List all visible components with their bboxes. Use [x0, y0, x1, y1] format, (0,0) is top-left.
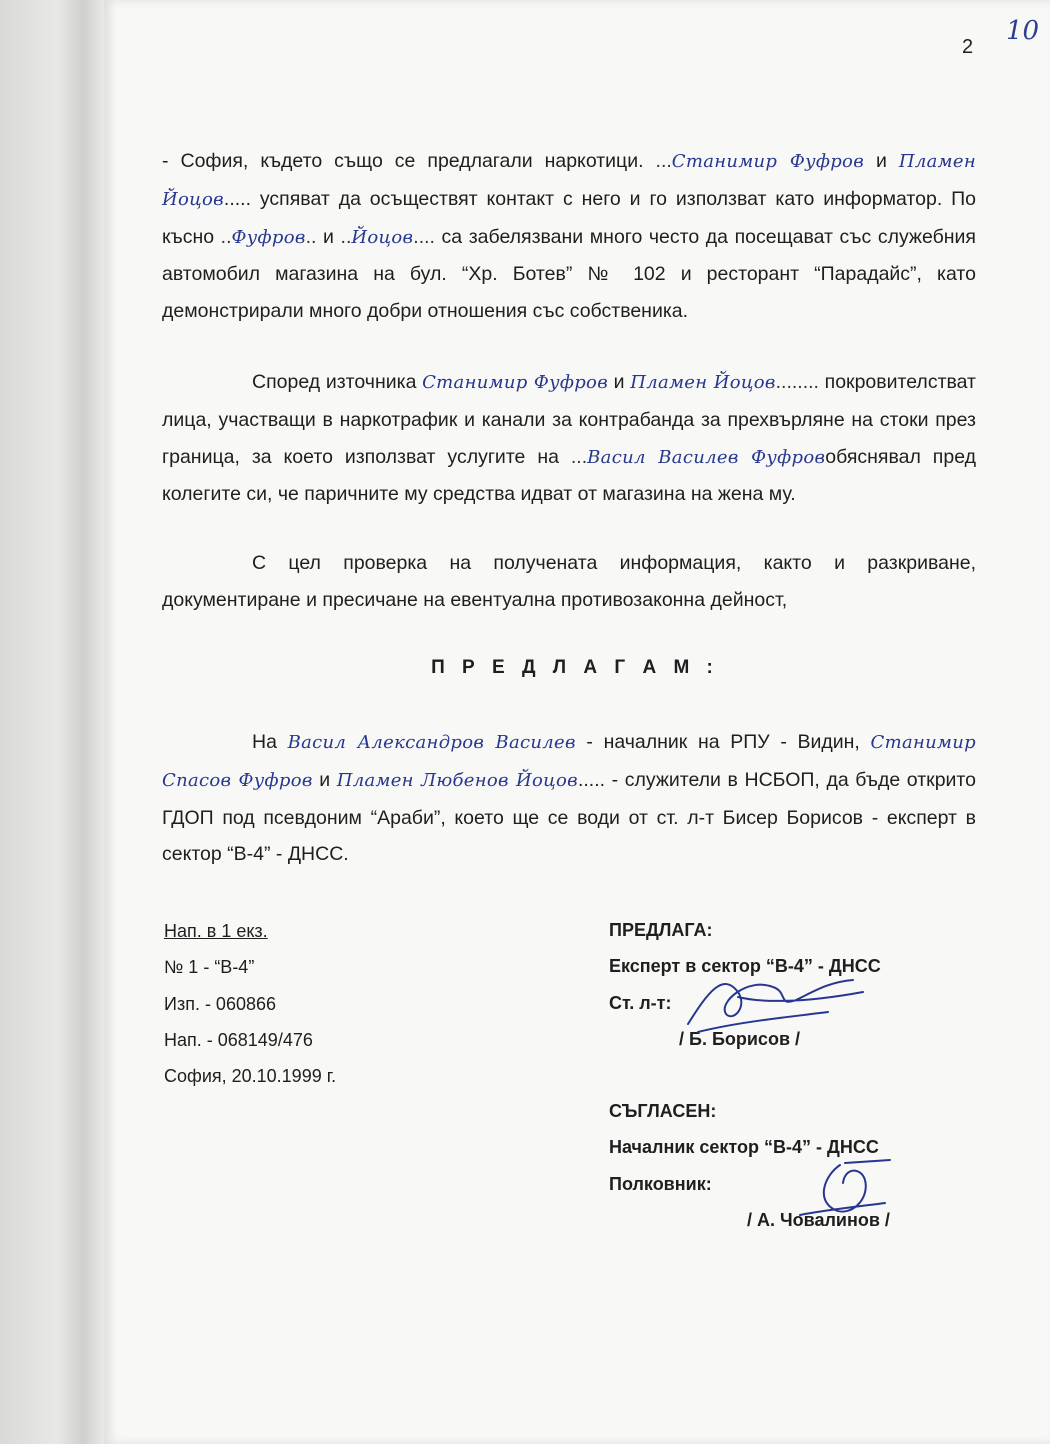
text: и	[607, 371, 631, 393]
text: - началник на РПУ - Видин,	[575, 731, 871, 753]
proposer-signature	[678, 962, 878, 1042]
handwritten-name: Станимир Спасов Фуфров	[162, 732, 976, 791]
handwritten-name: Станимир Фуфров	[671, 151, 864, 172]
proposes-label: ПРЕДЛАГА:	[609, 920, 713, 940]
approver-name: / А. Човалинов /	[747, 1210, 890, 1231]
proposer-rank: Ст. л-т:	[609, 992, 672, 1013]
approver-rank: Полковник:	[609, 1173, 712, 1194]
approver-signature	[795, 1155, 905, 1225]
binding-spine	[0, 0, 104, 1444]
handwritten-name: Васил Александров Василев	[287, 732, 576, 753]
handwritten-name: Пламен Йоцов	[630, 372, 776, 393]
handwritten-page-number: 10	[1006, 16, 1040, 46]
paragraph-2: Според източника Станимир Фуфров и Пламен Йоцов........ покровителстват лица, участващи в наркотрафик и канали за контрабанда за прехвърляне на стоки през граница, за което използват услугите на ...Васил Василев Фуфровобяснявал пред колегите си, че паричните му средства идват от магазина на жена му.	[162, 371, 976, 506]
copies-count: Нап. в 1 екз.	[164, 921, 268, 941]
approver-position: Началник сектор “В-4” - ДНСС	[609, 1137, 879, 1158]
paragraph-4	[162, 724, 976, 873]
text: Според източника	[252, 371, 423, 393]
text: и	[312, 768, 337, 791]
paragraph-1: - София, където също се предлагали наркотици. ...Станимир Фуфров и Пламен Йоцов..... успяват да осъществят контакт с него и го използват като информатор. По късно ..Фуфров.. и ..Йоцов.... са забелязвани много често да посещават със служебния автомобил магазина на бул. “Хр. Ботев” № 102 и ресторант “Парадайс”, като демонстрирали много добри отношения със собственика.	[162, 150, 976, 323]
outgoing-number: Изп. - 060866	[164, 993, 276, 1014]
text: покровителстват лица, участващи в наркотрафик и канали за контрабанда за прехвърляне на стоки през граница, за което използват услугите на	[162, 371, 976, 468]
proposer-name: / Б. Борисов /	[679, 1028, 801, 1049]
page-number: 2	[962, 36, 974, 58]
handwritten-name: Пламен Любенов Йоцов	[336, 769, 578, 791]
document-registry-info	[164, 913, 336, 1094]
text: ..... успяват да осъществят контакт с него и го използват като информатор. По късно	[162, 187, 976, 248]
handwritten-name: Фуфров	[231, 226, 306, 248]
handwritten-name: Васил Василев Фуфров	[587, 446, 826, 468]
text: С цел проверка на получената информация, както и разкриване, документиране и пресичане на евентуална противозаконна дейност,	[162, 552, 976, 611]
registration-number: Нап. - 068149/476	[164, 1029, 313, 1050]
section-heading: П Р Е Д Л А Г А М :	[431, 657, 719, 678]
text: и	[863, 150, 899, 172]
handwritten-name: Станимир Фуфров	[422, 372, 608, 393]
place-date: София, 20.10.1999 г.	[164, 1066, 337, 1087]
text: и	[316, 225, 341, 248]
copy-number: № 1 - “В-4”	[164, 957, 255, 978]
proposer-position: Експерт в сектор “В-4” - ДНСС	[609, 956, 881, 977]
text: На	[252, 731, 288, 753]
text: - София, където също се предлагали наркотици.	[162, 150, 656, 172]
paragraph-3	[162, 545, 976, 619]
text: ..... - служители в НСБОП, да бъде открито ГДОП под псевдоним “Араби”, което ще се води от ст. л-т Бисер Борисов - експерт в сектор “В-4” - ДНСС.	[162, 768, 976, 866]
text: обяснявал пред колегите си, че паричните му средства идват от магазина на жена му.	[162, 445, 976, 506]
handwritten-name: Йоцов	[351, 226, 414, 248]
agreed-label: СЪГЛАСЕН:	[609, 1101, 717, 1122]
handwritten-name: Пламен Йоцов	[162, 151, 976, 210]
text: са забелязвани много често да посещават със служебния автомобил магазина на бул. “Хр. Ботев” № 102 и ресторант “Парадайс”, като демонстрирали много добри отношения със собственика.	[162, 225, 976, 323]
